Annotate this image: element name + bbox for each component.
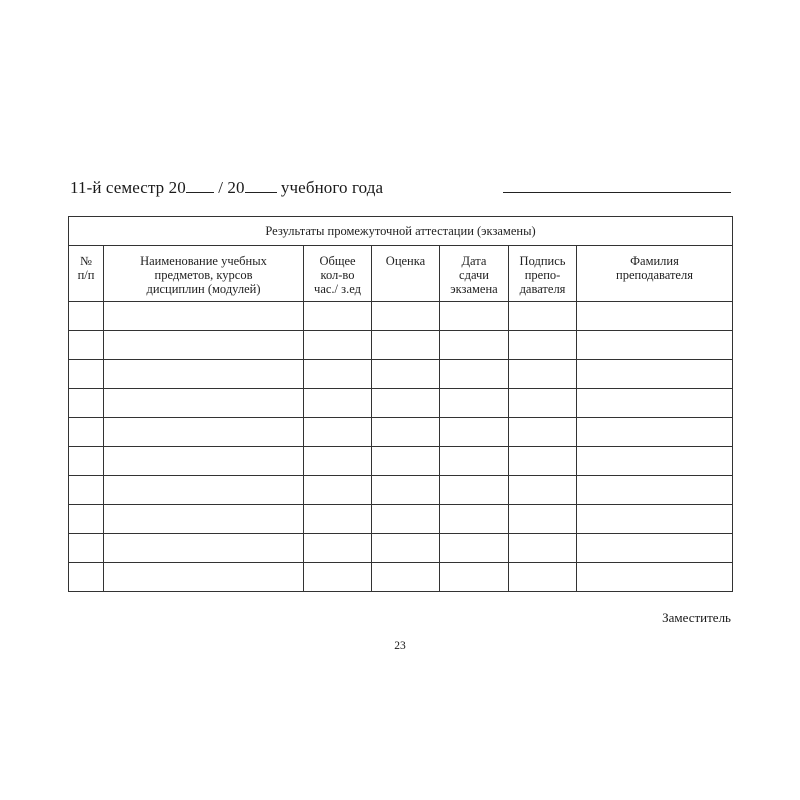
cell-number: [69, 447, 104, 476]
table-caption: Результаты промежуточной аттестации (экзамены): [69, 217, 733, 246]
cell-number: [69, 476, 104, 505]
cell-grade: [372, 418, 440, 447]
cell-subject: [104, 447, 304, 476]
cell-grade: [372, 563, 440, 592]
cell-hours: [304, 360, 372, 389]
cell-number: [69, 418, 104, 447]
cell-number: [69, 534, 104, 563]
table-row: [69, 476, 733, 505]
cell-teacher-name: [577, 534, 733, 563]
column-header-row: [69, 246, 733, 302]
cell-grade: [372, 360, 440, 389]
year-start-blank: [186, 178, 214, 193]
cell-subject: [104, 360, 304, 389]
cell-subject: [104, 476, 304, 505]
cell-grade: [372, 505, 440, 534]
cell-number: [69, 505, 104, 534]
cell-grade: [372, 302, 440, 331]
semester-label: 11-й семестр 20: [70, 178, 186, 197]
academic-year-label: учебного года: [276, 178, 384, 197]
cell-signature: [509, 331, 577, 360]
semester-heading: [70, 178, 383, 198]
cell-subject: [104, 418, 304, 447]
table-row: [69, 534, 733, 563]
cell-subject: [104, 563, 304, 592]
column-header-teacher-name: Фамилия преподавателя: [577, 246, 733, 302]
cell-exam-date: [440, 418, 509, 447]
cell-number: [69, 563, 104, 592]
column-header-exam-date: Дата сдачи экзамена: [440, 246, 509, 302]
cell-grade: [372, 476, 440, 505]
cell-subject: [104, 534, 304, 563]
cell-hours: [304, 302, 372, 331]
cell-exam-date: [440, 389, 509, 418]
table-row: [69, 505, 733, 534]
cell-hours: [304, 505, 372, 534]
cell-hours: [304, 331, 372, 360]
cell-teacher-name: [577, 418, 733, 447]
cell-teacher-name: [577, 447, 733, 476]
cell-teacher-name: [577, 389, 733, 418]
cell-exam-date: [440, 360, 509, 389]
cell-teacher-name: [577, 563, 733, 592]
cell-signature: [509, 389, 577, 418]
cell-teacher-name: [577, 331, 733, 360]
cell-grade: [372, 331, 440, 360]
column-header-number: № п/п: [69, 246, 104, 302]
cell-exam-date: [440, 563, 509, 592]
cell-signature: [509, 418, 577, 447]
cell-signature: [509, 505, 577, 534]
cell-signature: [509, 302, 577, 331]
table-row: [69, 302, 733, 331]
cell-subject: [104, 505, 304, 534]
table-row: [69, 360, 733, 389]
cell-signature: [509, 476, 577, 505]
cell-subject: [104, 302, 304, 331]
cell-signature: [509, 534, 577, 563]
cell-grade: [372, 447, 440, 476]
cell-teacher-name: [577, 505, 733, 534]
cell-exam-date: [440, 302, 509, 331]
cell-subject: [104, 331, 304, 360]
cell-subject: [104, 389, 304, 418]
cell-number: [69, 389, 104, 418]
table-row: [69, 418, 733, 447]
column-header-signature: Подпись препо- давателя: [509, 246, 577, 302]
cell-signature: [509, 447, 577, 476]
cell-hours: [304, 476, 372, 505]
cell-exam-date: [440, 476, 509, 505]
table-row: [69, 563, 733, 592]
footer-note: Заместитель: [662, 610, 731, 625]
cell-teacher-name: [577, 360, 733, 389]
column-header-subject: Наименование учебных предметов, курсов дисциплин (модулей): [104, 246, 304, 302]
cell-exam-date: [440, 331, 509, 360]
cell-hours: [304, 563, 372, 592]
cell-signature: [509, 563, 577, 592]
table-row: [69, 389, 733, 418]
cell-exam-date: [440, 447, 509, 476]
cell-teacher-name: [577, 476, 733, 505]
year-end-blank: [245, 178, 277, 193]
cell-hours: [304, 447, 372, 476]
cell-number: [69, 360, 104, 389]
cell-teacher-name: [577, 302, 733, 331]
cell-exam-date: [440, 505, 509, 534]
cell-number: [69, 331, 104, 360]
table-body: [69, 302, 733, 592]
cell-hours: [304, 534, 372, 563]
cell-grade: [372, 534, 440, 563]
cell-exam-date: [440, 534, 509, 563]
table-row: [69, 331, 733, 360]
cell-grade: [372, 389, 440, 418]
column-header-grade: Оценка: [372, 246, 440, 302]
exam-results-table: [68, 216, 733, 592]
cell-number: [69, 302, 104, 331]
cell-signature: [509, 360, 577, 389]
column-header-hours: Общее кол-во час./ з.ед: [304, 246, 372, 302]
table-row: [69, 447, 733, 476]
cell-hours: [304, 389, 372, 418]
cell-hours: [304, 418, 372, 447]
year-separator: / 20: [213, 178, 245, 197]
page-number: 23: [394, 640, 406, 652]
signature-line: [503, 192, 731, 193]
